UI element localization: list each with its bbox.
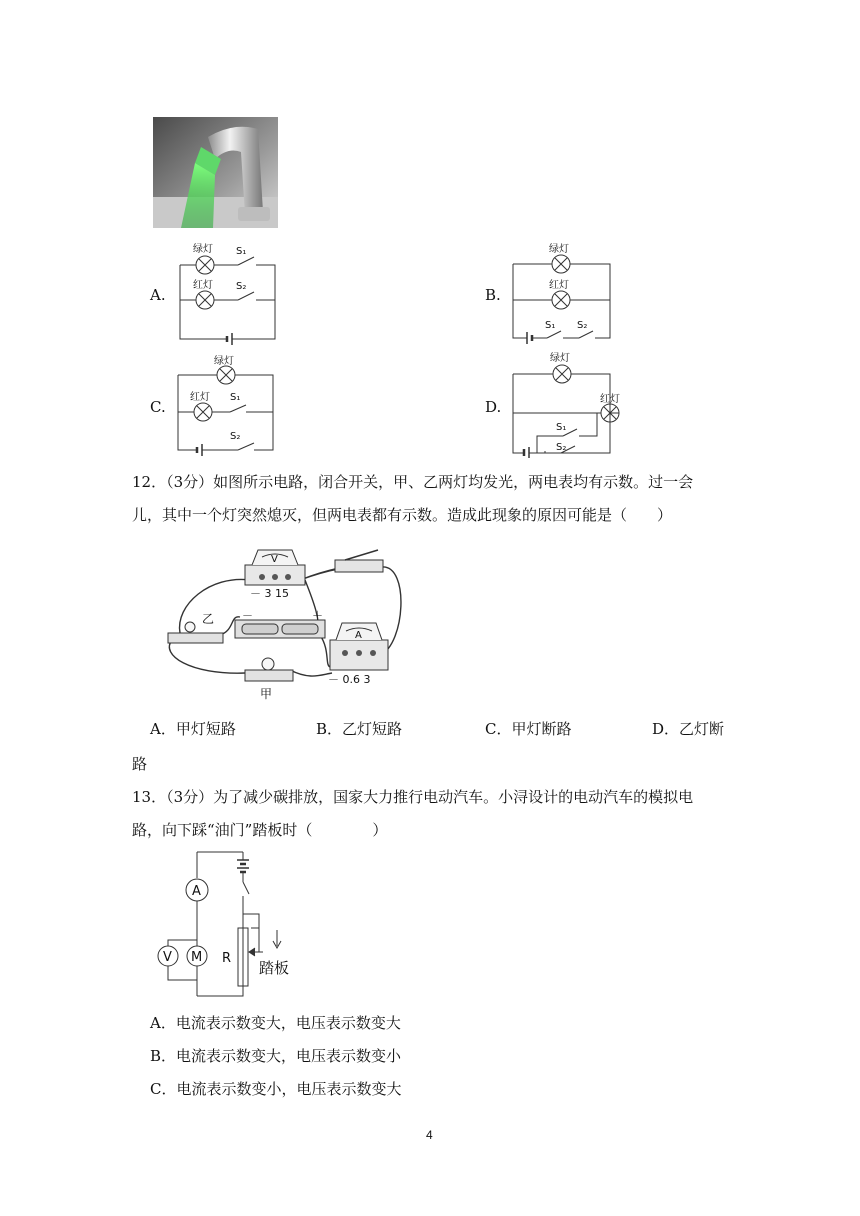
- lamp-jia-label: 甲: [260, 687, 273, 701]
- q13-stem-line1: 13．（3分）为了减少碳排放，国家大力推行电动汽车。小浔设计的电动汽车的模拟电: [132, 788, 694, 806]
- q13-option-a: A．电流表示数变大，电压表示数变大: [150, 1014, 401, 1032]
- label-s2-b: S₂: [577, 320, 588, 331]
- label-s1-d: S₁: [556, 422, 567, 433]
- circuit-diagram-a: [170, 242, 285, 346]
- label-s1-c: S₁: [230, 392, 241, 403]
- label-red-lamp-b: 红灯: [549, 280, 569, 291]
- q12-stem-line1: 12．（3分）如图所示电路，闭合开关，甲、乙两灯均发光，两电表均有示数。过一会: [132, 473, 694, 491]
- page-number: 4: [426, 1128, 433, 1142]
- label-green-lamp-a: 绿灯: [193, 244, 213, 255]
- q12-stem-line2: 儿，其中一个灯突然熄灭，但两电表都有示数。造成此现象的原因可能是（ ）: [132, 506, 673, 524]
- ammeter-scale: － 0.6 3: [328, 673, 371, 686]
- q13-option-c: C．电流表示数变小，电压表示数变大: [150, 1080, 402, 1098]
- lamp-jia: [245, 658, 293, 681]
- lamp-yi-label: 乙: [202, 612, 215, 626]
- label-green-lamp-b: 绿灯: [549, 244, 569, 255]
- q12-option-b: B．乙灯短路: [316, 720, 403, 738]
- switch: [335, 560, 383, 572]
- option-label-c: C.: [150, 398, 166, 416]
- lamp-yi: [168, 622, 223, 643]
- label-s2-c: S₂: [230, 431, 241, 442]
- option-label-b: B.: [485, 286, 501, 304]
- ammeter-symbol-q13: A: [192, 884, 201, 899]
- motor-symbol: M: [191, 950, 203, 965]
- voltmeter-scale: － 3 15: [250, 587, 289, 600]
- label-red-lamp-d: 红灯: [600, 394, 620, 405]
- option-label-a: A.: [150, 286, 166, 304]
- q13-option-b: B．电流表示数变大，电压表示数变小: [150, 1047, 402, 1065]
- q13-stem-line2: 路，向下踩“油门”踏板时（ ）: [132, 821, 388, 839]
- q12-option-c: C．甲灯断路: [485, 720, 572, 738]
- circuit-diagram-c: [170, 353, 285, 457]
- q13-circuit-figure: [155, 848, 305, 998]
- circuit-diagram-b: [505, 240, 620, 346]
- label-green-lamp-d: 绿灯: [550, 353, 570, 364]
- battery: [235, 620, 325, 638]
- voltmeter-symbol-q13: V: [163, 950, 172, 965]
- label-green-lamp-c: 绿灯: [214, 356, 234, 367]
- q12-option-d: D．乙灯断: [652, 720, 725, 738]
- label-s2-d: S₂: [556, 442, 567, 453]
- battery-minus: －: [242, 609, 253, 622]
- label-red-lamp-a: 红灯: [193, 280, 213, 291]
- voltmeter-symbol: V: [271, 554, 278, 565]
- label-s2-a: S₂: [236, 281, 247, 292]
- q12-circuit-figure: [150, 545, 412, 701]
- label-red-lamp-c: 红灯: [190, 392, 210, 403]
- q12-option-a: A．甲灯短路: [150, 720, 236, 738]
- q12-option-d-wrap: 路: [132, 755, 148, 773]
- pedal-label: 踏板: [259, 959, 290, 977]
- faucet-photo: [153, 117, 278, 228]
- resistor-label: R: [222, 951, 232, 966]
- ammeter-symbol: A: [355, 630, 362, 641]
- option-label-d: D.: [485, 398, 502, 416]
- circuit-diagram-d: [505, 350, 625, 458]
- label-s1-b: S₁: [545, 320, 556, 331]
- label-s1-a: S₁: [236, 246, 247, 257]
- battery-plus: ＋: [312, 609, 323, 622]
